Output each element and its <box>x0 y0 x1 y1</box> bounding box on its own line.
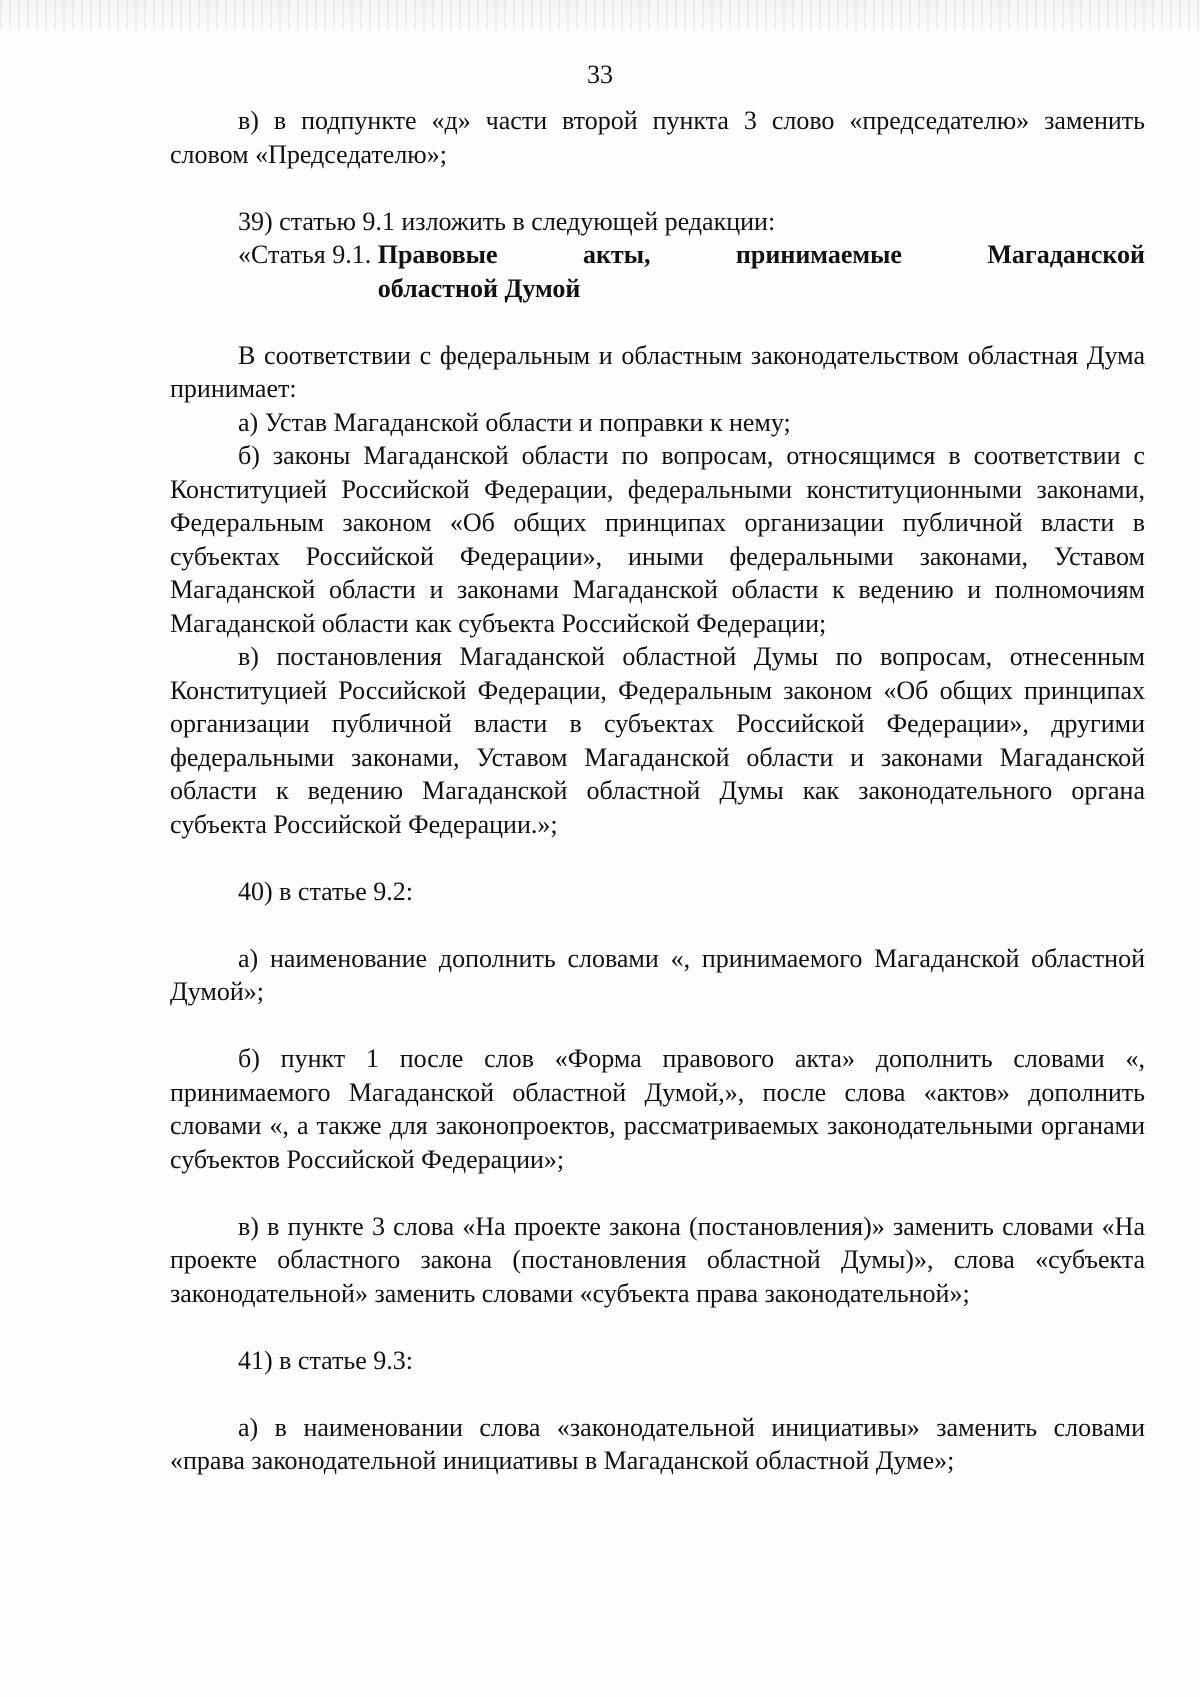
paragraph-v-postanovleniya: в) постановления Магаданской областной Думы по вопросам, отнесенным Конституцией Российской Федерации, Федеральным законом «Об общих принципах организации публичной власти в субъектах Российской Федерации», другими федеральными законами, Уставом Магаданской области и законами Магаданской области к ведению Магаданской областной Думы как законодательного органа субъекта Российской Федерации.»; <box>170 642 1145 839</box>
paragraph-40-b: б) пункт 1 после слов «Форма правового акта» дополнить словами «, принимаемого Магаданской областной Думой,», после слова «актов» дополнить словами «, а также для законопроектов, рассматриваемых законодательными органами субъектов Российской Федерации»; <box>170 1044 1145 1174</box>
article-number: «Статья 9.1. <box>238 240 378 269</box>
spacer <box>170 841 1145 875</box>
paragraph-40: 40) в статье 9.2: <box>238 876 414 906</box>
paragraph-39: 39) статью 9.1 изложить в следующей редакции: <box>238 206 776 236</box>
paragraph-40-a: а) наименование дополнить словами «, принимаемого Магаданской областной Думой»; <box>170 943 1145 1006</box>
paragraph-40-v: в) в пункте 3 слова «На проекте закона (постановления)» заменить словами «На проекте областного закона (постановления областной Думы)», слова «субъекта законодательной» заменить словами «субъекта права законодательной»; <box>170 1211 1145 1308</box>
document-body <box>170 104 1145 1478</box>
paragraph-b-zakony: б) законы Магаданской области по вопросам, относящимся в соответствии с Конституцией Российской Федерации, федеральными конституционными законами, Федеральным законом «Об общих принципах организации публичной власти в субъектах Российской Федерации», иными федеральными законами, Уставом Магаданской области и законами Магаданской области к ведению и полномочиям Магаданской области как субъекта Российской Федерации; <box>170 441 1145 638</box>
paragraph-41-a: а) в наименовании слова «законодательной инициативы» заменить словами «права законодательной инициативы в Магаданской областной Думе»; <box>170 1412 1145 1475</box>
spacer <box>170 1176 1145 1210</box>
article-title-line2: областной Думой <box>377 273 581 303</box>
paragraph-a-ustav: а) Устав Магаданской области и поправки к нему; <box>238 407 791 437</box>
spacer <box>170 1377 1145 1411</box>
article-title <box>378 238 1145 305</box>
spacer <box>170 305 1145 339</box>
scan-artifact-strip <box>0 0 1200 30</box>
paragraph-v-podpunkt: в) в подпункте «д» части второй пункта 3 слово «председателю» заменить словом «Председателю»; <box>170 106 1145 169</box>
article-heading <box>238 238 1145 305</box>
spacer <box>170 171 1145 205</box>
spacer <box>170 1009 1145 1043</box>
paragraph-v-sootvetstvii: В соответствии с федеральным и областным законодательством областная Дума принимает: <box>170 340 1145 403</box>
spacer <box>170 908 1145 942</box>
spacer <box>170 1310 1145 1344</box>
article-title-line1: Правовые акты, принимаемые Магаданской <box>377 240 1145 269</box>
page-number: 33 <box>587 60 613 89</box>
paragraph-41: 41) в статье 9.3: <box>238 1345 414 1375</box>
